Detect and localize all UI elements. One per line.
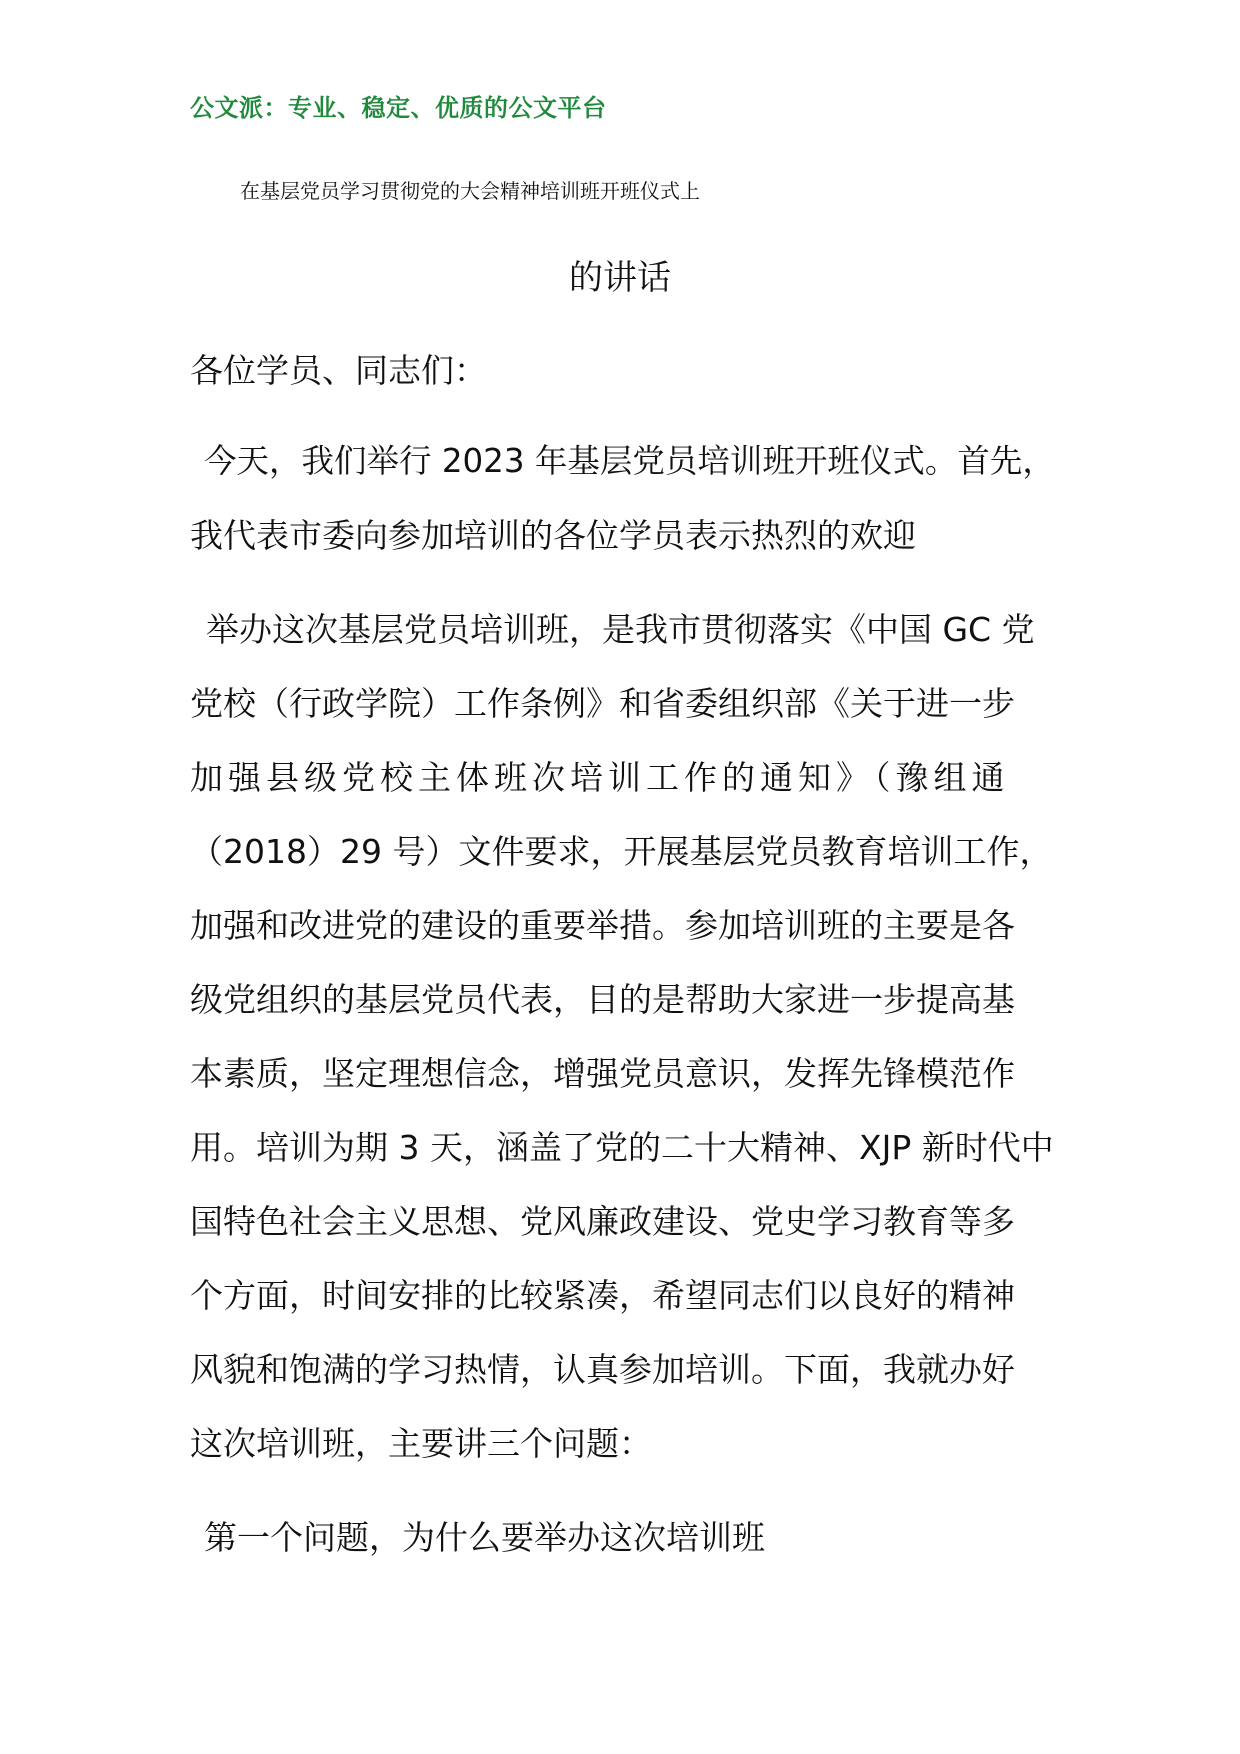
paragraph-2-line-12: 这次培训班，主要讲三个问题： bbox=[190, 1424, 652, 1463]
document-title-line-2: 的讲话 bbox=[569, 258, 671, 298]
paragraph-2-line-11: 风貌和饱满的学习热情，认真参加培训。下面，我就办好 bbox=[190, 1350, 1015, 1389]
document-title-line-1: 在基层党员学习贯彻党的大会精神培训班开班仪式上 bbox=[240, 179, 700, 203]
paragraph-2-line-7: 本素质，坚定理想信念，增强党员意识，发挥先锋模范作 bbox=[190, 1054, 1015, 1093]
brand-header: 公文派：专业、稳定、优质的公文平台 bbox=[190, 94, 607, 122]
paragraph-2-line-6: 级党组织的基层党员代表，目的是帮助大家进一步提高基 bbox=[190, 980, 1015, 1019]
paragraph-2-line-5: 加强和改进党的建设的重要举措。参加培训班的主要是各 bbox=[190, 906, 1015, 945]
paragraph-2-line-10: 个方面，时间安排的比较紧凑，希望同志们以良好的精神 bbox=[190, 1276, 1015, 1315]
paragraph-1-line-1: 今天，我们举行 2023 年基层党员培训班开班仪式。首先， bbox=[204, 442, 1055, 480]
section-heading-1: 第一个问题，为什么要举办这次培训班 bbox=[204, 1518, 765, 1557]
paragraph-2-line-3: 加强县级党校主体班次培训工作的通知》（豫组通 bbox=[190, 758, 1010, 797]
paragraph-2-line-9: 国特色社会主义思想、党风廉政建设、党史学习教育等多 bbox=[190, 1202, 1015, 1241]
paragraph-2-line-1: 举办这次基层党员培训班，是我市贯彻落实《中国 GC 党 bbox=[206, 610, 1035, 649]
greeting: 各位学员、同志们： bbox=[190, 351, 487, 390]
paragraph-1-line-2: 我代表市委向参加培训的各位学员表示热烈的欢迎 bbox=[190, 516, 916, 555]
paragraph-2-line-2: 党校（行政学院）工作条例》和省委组织部《关于进一步 bbox=[190, 684, 1015, 723]
paragraph-2-line-4: （2018）29 号）文件要求，开展基层党员教育培训工作， bbox=[190, 832, 1053, 871]
paragraph-2-line-8: 用。培训为期 3 天，涵盖了党的二十大精神、XJP 新时代中 bbox=[190, 1128, 1054, 1167]
